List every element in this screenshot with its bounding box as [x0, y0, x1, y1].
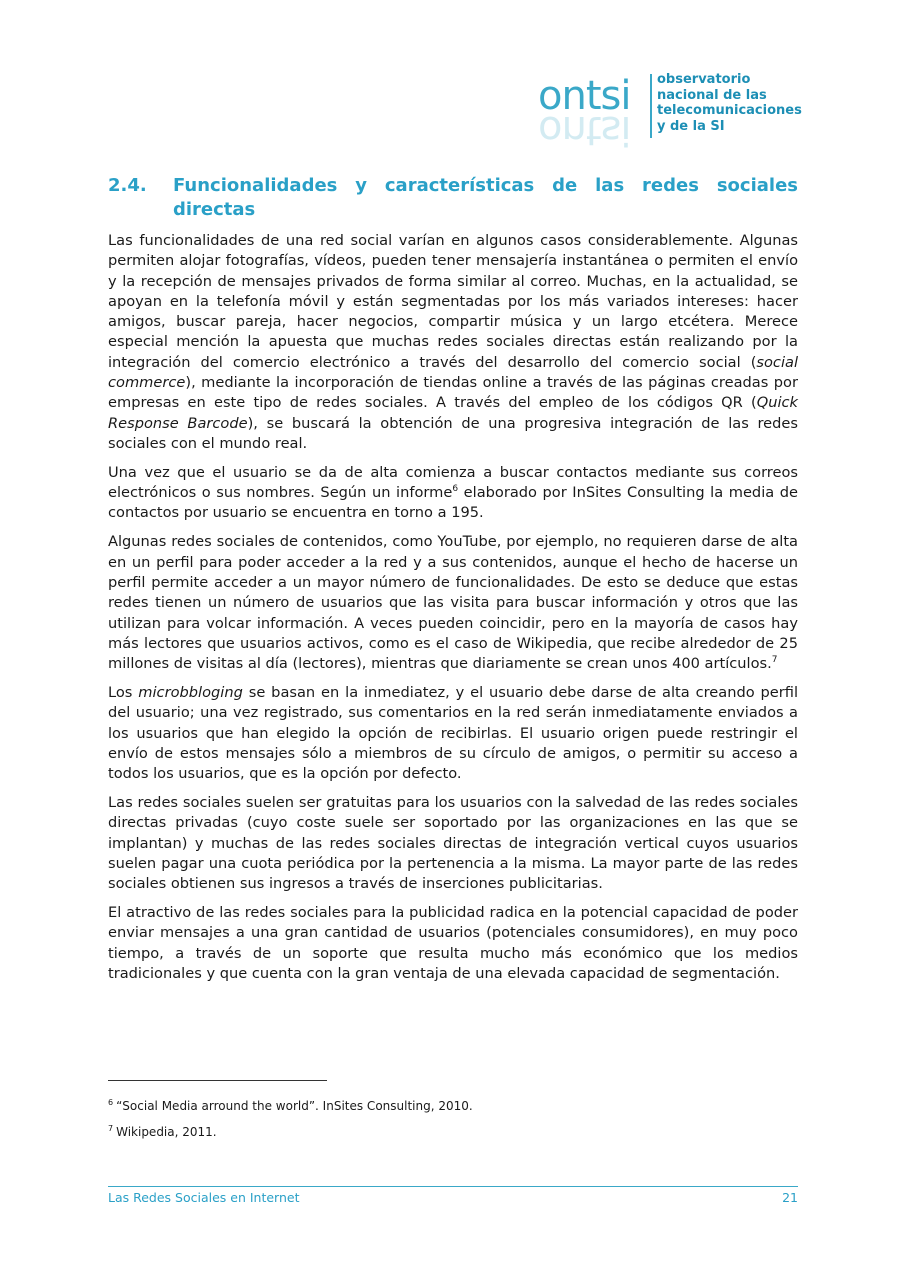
text-run: Una vez que el usuario se da de alta comienza a buscar contactos mediante sus correos electrónicos o sus nombres. Según un informe	[108, 463, 798, 502]
footnote-text: “Social Media arround the world”. InSites Consulting, 2010.	[116, 1099, 473, 1113]
text-run: Algunas redes sociales de contenidos, como YouTube, por ejemplo, no requieren darse de alta en un perfil para poder acceder a la red y a sus contenidos, aunque el hecho de hacerse un perfil permite acceder a un mayor número de funcionalidades. De esto se deduce que estas redes tienen un número de usuarios que las visita para buscar información y otros que las utilizan para volcar información. A veces pueden coincidir, pero en la mayoría de casos hay más lectores que usuarios activos, como es el caso de Wikipedia, que recibe alrededor de 25 millones de visitas al día (lectores), mientras que diariamente se crean unos 400 artículos.	[108, 533, 798, 673]
paragraph	[108, 463, 798, 524]
footnote-number: 7	[108, 1124, 114, 1133]
italic-term: microbbloging	[138, 684, 243, 702]
text-run: se basan en la inmediatez, y el usuario debe darse de alta creando perfil del usuario; una vez registrado, sus comentarios en la red serán inmediatamente enviados a los usuarios que han elegido la opción de recibirlas. El usuario origen puede restringir el envío de estos mensajes sólo a miembros de su círculo de amigos, o permitir su acceso a todos los usuarios, que es la opción por defecto.	[108, 684, 798, 783]
logo-tagline	[657, 72, 802, 134]
footnote-text: Wikipedia, 2011.	[116, 1125, 217, 1139]
footer-rule	[108, 1186, 798, 1187]
footer-title: Las Redes Sociales en Internet	[108, 1190, 300, 1205]
logo-line: y de la SI	[657, 118, 725, 134]
italic-term: Quick Response Barcode	[108, 394, 798, 432]
logo-line: observatorio	[657, 72, 751, 87]
body-text	[108, 231, 798, 993]
paragraph	[108, 231, 798, 454]
text-run: ), se buscará la obtención de una progresiva integración de las redes sociales con el mundo real.	[108, 414, 798, 452]
section-title: Funcionalidades y características de las redes sociales directas	[173, 175, 798, 220]
footnote	[108, 1124, 798, 1140]
text-run: elaborado por InSites Consulting la media de contactos por usuario se encuentra en torno a 195.	[108, 484, 798, 522]
logo-divider	[650, 74, 652, 138]
footnote	[108, 1098, 798, 1114]
paragraph	[108, 683, 798, 784]
ontsi-logo	[538, 72, 802, 153]
logo-reflection: ontsi	[538, 107, 631, 153]
footnote-number: 6	[108, 1098, 114, 1107]
footnote-ref[interactable]: 6	[452, 484, 459, 495]
footnotes	[108, 1098, 798, 1150]
logo-line: nacional de las	[657, 87, 767, 103]
section-heading	[108, 174, 798, 222]
paragraph	[108, 532, 798, 674]
footnote-ref[interactable]: 7	[771, 655, 778, 666]
page-number: 21	[782, 1190, 798, 1205]
paragraph: El atractivo de las redes sociales para la publicidad radica en la potencial capacidad de poder enviar mensajes a una gran cantidad de usuarios (potenciales consumidores), en muy poco tiempo, a través de un soporte que resulta mucho más económico que los medios tradicionales y que cuenta con la gran ventaja de una elevada capacidad de segmentación.	[108, 904, 798, 983]
text-run: Los	[108, 684, 139, 702]
logo-wordmark: ontsi	[538, 73, 631, 119]
text-run: ), mediante la incorporación de tiendas online a través de las páginas creadas por empresas en este tipo de redes sociales. A través del empleo de los códigos QR (	[108, 374, 798, 412]
italic-term: social commerce	[108, 353, 798, 392]
logo-line: telecomunicaciones	[657, 103, 802, 118]
footnote-separator	[108, 1080, 327, 1081]
text-run: Las funcionalidades de una red social varían en algunos casos considerablemente. Algunas permiten alojar fotografías, vídeos, pueden tener mensajería instantánea o permiten el envío y la recepción de mensajes privados de forma similar al correo. Muchas, en la actualidad, se apoyan en la telefonía móvil y están segmentadas por los más variados intereses: hacer amigos, buscar pareja, hacer negocios, compartir música y un largo etcétera. Merece especial mención la apuesta que muchas redes sociales directas están realizando por la integración del comercio electrónico a través del desarrollo del comercio social (	[108, 232, 798, 371]
section-number: 2.4.	[108, 175, 147, 196]
paragraph: Las redes sociales suelen ser gratuitas para los usuarios con la salvedad de las redes sociales directas privadas (cuyo coste suele ser soportado por las organizaciones en las que se implantan) y muchas de las redes sociales directas de integración vertical cuyos usuarios suelen pagar una cuota periódica por la pertenencia a la misma. La mayor parte de las redes sociales obtienen sus ingresos a través de inserciones publicitarias.	[108, 794, 798, 893]
